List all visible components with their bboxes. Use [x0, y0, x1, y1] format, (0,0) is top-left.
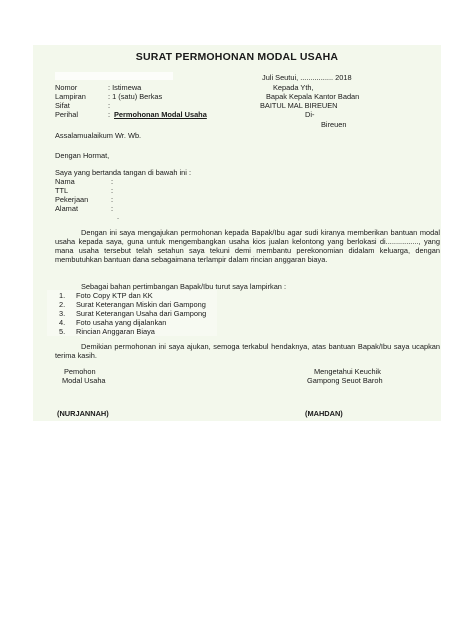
letter-date: Juli Seutui, ................ 2018 — [262, 73, 352, 82]
attachment-item-3: Surat Keterangan Usaha dari Gampong — [76, 309, 207, 318]
alamat-dot: . — [117, 212, 120, 221]
field-sep-alamat: : — [111, 204, 114, 213]
field-label-pekerjaan: Pekerjaan — [55, 195, 89, 204]
field-label-alamat: Alamat — [55, 204, 79, 213]
meta-value-lampiran: : 1 (satu) Berkas — [108, 92, 163, 101]
greeting: Assalamualaikum Wr. Wb. — [55, 131, 142, 140]
signature-left-line-1: Pemohon — [64, 367, 96, 376]
body-paragraph: Dengan ini saya mengajukan permohonan kepada Bapak/Ibu agar sudi kiranya memberikan bantuan modal usaha kepada saya, guna untuk mengembangkan usaha kios jualan kelontong yang berlokasi di................, yang mana usaha tersebut telah setahun saya tekuni demi membantu perekonomian didalam keluarga, dengan membutuhkan bantuan dana sebagaimana terlampir dalam rincian anggaran biaya. — [55, 228, 440, 264]
signature-right-name: (MAHDAN) — [305, 409, 343, 418]
meta-value-sifat: : — [108, 101, 111, 110]
field-label-ttl: TTL — [55, 186, 69, 195]
attachments-intro: Sebagai bahan pertimbangan Bapak/Ibu turut saya lampirkan : — [81, 282, 287, 291]
field-sep-ttl: : — [111, 186, 114, 195]
attachment-num-3: 3. — [59, 309, 66, 318]
recipient-line-3: BAITUL MAL BIREUEN — [260, 101, 338, 110]
intro-line: Saya yang bertanda tangan di bawah ini : — [55, 168, 192, 177]
attachment-num-1: 1. — [59, 291, 66, 300]
attachment-item-1: Foto Copy KTP dan KK — [76, 291, 153, 300]
signature-left-line-2: Modal Usaha — [62, 376, 106, 385]
field-sep-nama: : — [111, 177, 114, 186]
meta-value-nomor: : Istimewa — [108, 83, 142, 92]
meta-colon-perihal: : — [108, 110, 111, 119]
field-sep-pekerjaan: : — [111, 195, 114, 204]
field-label-nama: Nama — [55, 177, 75, 186]
attachment-num-4: 4. — [59, 318, 66, 327]
meta-label-sifat: Sifat — [55, 101, 70, 110]
attachment-num-2: 2. — [59, 300, 66, 309]
meta-label-nomor: Nomor — [55, 83, 78, 92]
recipient-line-5: Bireuen — [321, 120, 347, 129]
recipient-line-1: Kepada Yth, — [273, 83, 314, 92]
closing-paragraph: Demikian permohonan ini saya ajukan, semoga terkabul hendaknya, atas bantuan Bapak/Ibu saya ucapkan terima kasih. — [55, 342, 440, 360]
attachment-item-4: Foto usaha yang dijalankan — [76, 318, 167, 327]
signature-right-line-2: Gampong Seuot Baroh — [307, 376, 383, 385]
recipient-line-4: Di- — [305, 110, 315, 119]
recipient-line-2: Bapak Kepala Kantor Badan — [266, 92, 360, 101]
meta-value-perihal: Permohonan Modal Usaha — [114, 110, 207, 119]
meta-label-lampiran: Lampiran — [55, 92, 86, 101]
signature-left-name: (NURJANNAH) — [57, 409, 109, 418]
letter-title: SURAT PERMOHONAN MODAL USAHA — [135, 51, 339, 63]
meta-label-perihal: Perihal — [55, 110, 79, 119]
attachment-item-2: Surat Keterangan Miskin dari Gampong — [76, 300, 206, 309]
attachment-num-5: 5. — [59, 327, 66, 336]
salutation: Dengan Hormat, — [55, 151, 110, 160]
highlight-band — [55, 72, 173, 80]
signature-right-line-1: Mengetahui Keuchik — [314, 367, 381, 376]
attachment-item-5: Rincian Anggaran Biaya — [76, 327, 155, 336]
